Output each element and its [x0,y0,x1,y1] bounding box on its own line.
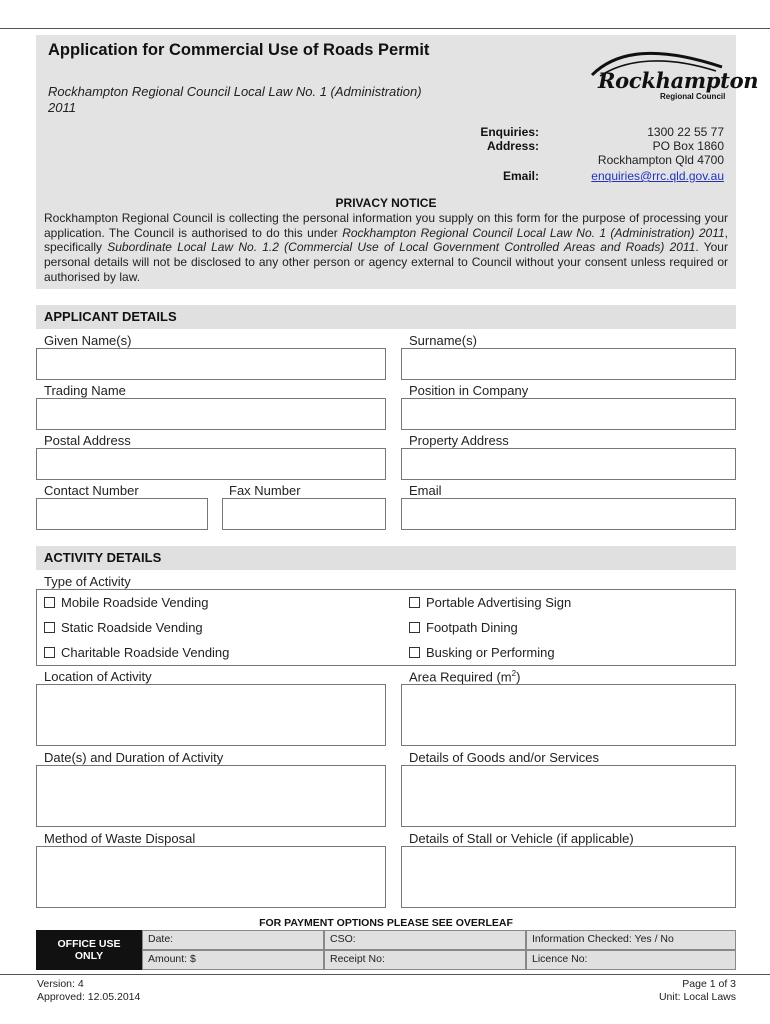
office-use-line-1: OFFICE USE [57,938,121,950]
contact-number-label: Contact Number [44,483,139,498]
privacy-text [44,211,728,285]
property-address-field[interactable] [401,448,736,480]
goods-field[interactable] [401,765,736,827]
checkbox-icon[interactable] [409,622,420,633]
email-link-text[interactable]: enquiries@rrc.qld.gov.au [591,169,724,183]
checkbox-icon[interactable] [409,647,420,658]
option-label: Charitable Roadside Vending [61,645,230,660]
checkbox-icon[interactable] [44,647,55,658]
property-address-label: Property Address [409,433,509,448]
address-line-1: PO Box 1860 [652,139,724,153]
privacy-law-2: Subordinate Local Law No. 1.2 (Commercial Use of Local Government Controlled Areas and Roads) 2011 [107,240,696,255]
dates-label: Date(s) and Duration of Activity [44,750,224,765]
type-of-activity-label: Type of Activity [44,574,131,589]
office-info-checked-cell: Information Checked: Yes / No [526,930,736,950]
top-rule [0,28,770,29]
checkbox-icon[interactable] [44,622,55,633]
option-label: Portable Advertising Sign [426,595,572,610]
version-label: Version: [37,978,78,990]
logo-name: Rockhampton [598,68,759,93]
option-mobile-roadside-vending[interactable] [44,595,208,610]
version-value: 4 [77,978,84,990]
council-logo [586,43,759,103]
footer-approved: Approved: 12.05.2014 [37,991,141,1003]
option-portable-advertising-sign[interactable] [409,595,571,610]
given-names-label: Given Name(s) [44,333,132,348]
surnames-field[interactable] [401,348,736,380]
activity-section-title: ACTIVITY DETAILS [36,546,736,570]
goods-label: Details of Goods and/or Services [409,750,600,765]
footer-unit: Unit: Local Laws [658,991,736,1003]
email-link[interactable] [544,169,724,183]
trading-name-field[interactable] [36,398,386,430]
footer-page-number: Page 1 of 3 [682,978,736,990]
enquiries-value: 1300 22 55 77 [647,125,724,139]
footer-page-block [536,978,736,1004]
given-names-field[interactable] [36,348,386,380]
checkbox-icon[interactable] [44,597,55,608]
office-licence-cell: Licence No: [526,950,736,970]
privacy-text-2: , specifically [44,225,728,255]
area-required-field[interactable] [401,684,736,746]
address-label: Address: [486,139,539,153]
footer-version-block [37,978,140,1004]
office-date-cell: Date: [142,930,324,950]
page-title: Application for Commercial Use of Roads Permit [48,41,430,59]
stall-field[interactable] [401,846,736,908]
office-use-line-2: ONLY [74,950,104,962]
office-amount-cell: Amount: $ [142,950,324,970]
surnames-label: Surname(s) [409,333,477,348]
option-label: Busking or Performing [426,645,555,660]
location-label: Location of Activity [44,669,152,684]
fax-number-label: Fax Number [229,483,301,498]
bottom-rule [0,974,770,975]
option-charitable-roadside-vending[interactable] [44,645,229,660]
logo-subtitle: Regional Council [660,92,726,101]
applicant-section-title: APPLICANT DETAILS [36,305,736,329]
dates-field[interactable] [36,765,386,827]
privacy-text-3: . Your personal details will not be disclosed to any other person or agency external to Council without your consent unless required or authorised by law. [44,240,728,284]
contact-number-field[interactable] [36,498,208,530]
area-required-close: ) [516,669,521,685]
email-field-label: Email [409,483,442,498]
email-label: Email: [502,169,539,183]
privacy-law-1: Rockhampton Regional Council Local Law No. 1 (Administration) 2011 [342,225,725,240]
position-field[interactable] [401,398,736,430]
waste-field[interactable] [36,846,386,908]
header-panel [36,35,759,289]
fax-number-field[interactable] [222,498,386,530]
office-cso-cell: CSO: [324,930,526,950]
footer-version [37,978,140,991]
position-label: Position in Company [409,383,529,398]
option-busking-or-performing[interactable] [409,645,555,660]
area-required-label [409,669,520,684]
area-required-text: Area Required (m [409,669,512,685]
payment-note: FOR PAYMENT OPTIONS PLEASE SEE OVERLEAF [259,917,513,929]
page-subtitle: Rockhampton Regional Council Local Law No. 1 (Administration) 2011 [48,84,422,115]
privacy-text-1: Rockhampton Regional Council is collecting the personal information you supply on this form for the purpose of processing your application. The Council is authorised to do this under [44,211,728,240]
privacy-title: PRIVACY NOTICE [335,196,437,210]
office-receipt-cell: Receipt No: [324,950,526,970]
option-label: Mobile Roadside Vending [61,595,209,610]
option-label: Static Roadside Vending [61,620,203,635]
waste-label: Method of Waste Disposal [44,831,196,846]
area-required-sup: 2 [511,669,517,678]
enquiries-label: Enquiries: [480,125,539,139]
stall-label: Details of Stall or Vehicle (if applicable) [409,831,634,846]
office-use-label [36,930,142,970]
postal-address-label: Postal Address [44,433,131,448]
checkbox-icon[interactable] [409,597,420,608]
location-field[interactable] [36,684,386,746]
option-static-roadside-vending[interactable] [44,620,203,635]
option-footpath-dining[interactable] [409,620,518,635]
email-field[interactable] [401,498,736,530]
trading-name-label: Trading Name [44,383,126,398]
address-line-2: Rockhampton Qld 4700 [597,153,724,167]
option-label: Footpath Dining [426,620,518,635]
postal-address-field[interactable] [36,448,386,480]
